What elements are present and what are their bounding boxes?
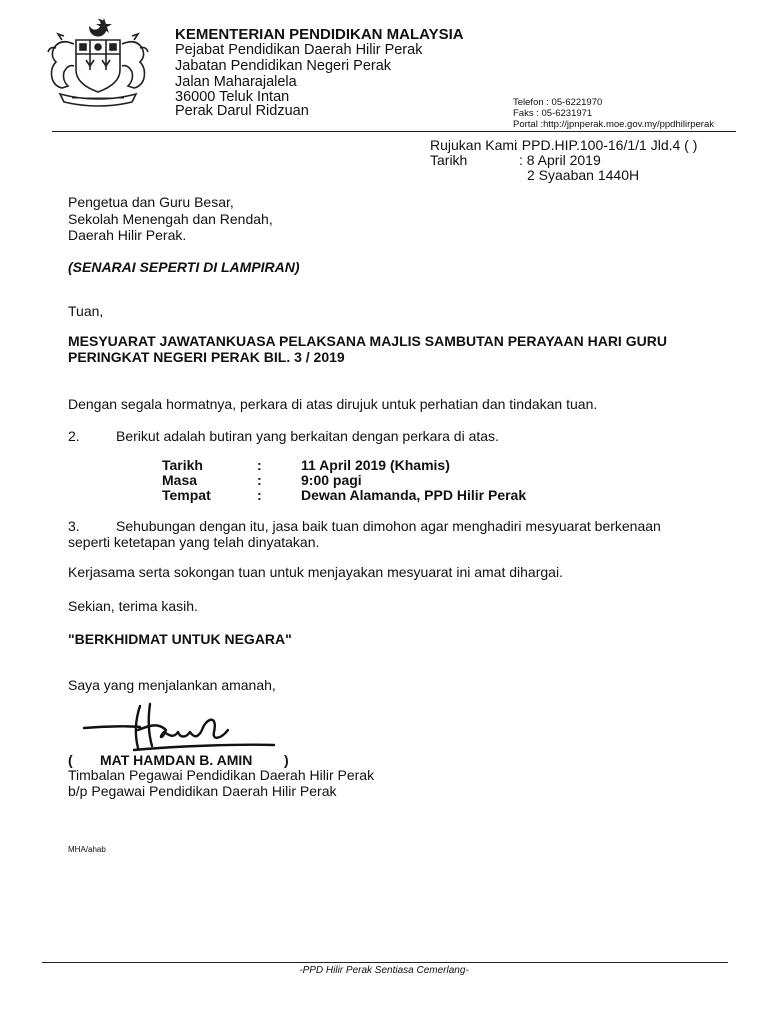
subject-line-1: MESYUARAT JAWATANKUASA PELAKSANA MAJLIS SAMBUTAN PERAYAAN HARI GURU [68,333,667,349]
detail-colon-tempat: : [257,487,262,503]
portal-url: Portal :http://jpnperak.moe.gov.my/ppdhilirperak [513,119,715,130]
header-divider [52,131,736,132]
tarikh-label: Tarikh [430,152,468,168]
paragraph-2: Berikut adalah butiran yang berkaitan dengan perkara di atas. [116,428,499,444]
paragraph-2-number: 2. [68,428,80,444]
paragraph-3-number: 3. [68,518,80,534]
address-line-5: Perak Darul Ridzuan [175,103,309,119]
detail-label-tempat: Tempat [162,487,211,503]
detail-colon-masa: : [257,472,262,488]
motto: "BERKHIDMAT UNTUK NEGARA" [68,631,292,647]
recipient-line-2: Sekolah Menengah dan Rendah, [68,211,273,227]
address-line-2: Jabatan Pendidikan Negeri Perak [175,58,392,74]
tarikh-value: : 8 April 2019 [519,152,601,168]
detail-label-masa: Masa [162,472,198,488]
signatory-name: MAT HAMDAN B. AMIN [100,752,253,768]
paragraph-3-line-2: seperti ketetapan yang telah dinyatakan. [68,534,320,550]
address-line-1: Pejabat Pendidikan Daerah Hilir Perak [175,42,423,58]
closing: Sekian, terima kasih. [68,598,198,614]
paragraph-4: Kerjasama serta sokongan tuan untuk menjayakan mesyuarat ini amat dihargai. [68,564,563,580]
recipient-line-3: Daerah Hilir Perak. [68,227,187,243]
detail-label-tarikh: Tarikh [162,457,203,473]
address-line-3: Jalan Maharajalela [175,74,297,90]
detail-value-masa: 9:00 pagi [301,472,362,488]
footer-divider [42,962,728,963]
telefon-number: Telefon : 05-6221970 [513,97,603,108]
coat-of-arms-logo [42,14,154,110]
handwritten-signature [78,700,278,756]
name-open-paren: ( [68,752,73,768]
faks-number: Faks : 05-6231971 [513,108,593,119]
name-close-paren: ) [284,752,289,768]
detail-colon-tarikh: : [257,457,262,473]
recipient-list-note: (SENARAI SEPERTI DI LAMPIRAN) [68,259,300,275]
detail-value-tempat: Dewan Alamanda, PPD Hilir Perak [301,487,527,503]
rujukan-value: : PPD.HIP.100-16/1/1 Jld.4 ( ) [514,137,698,153]
reference-initials: MHA/ahab [68,845,106,854]
recipient-line-1: Pengetua dan Guru Besar, [68,194,234,210]
signatory-title-2: b/p Pegawai Pendidikan Daerah Hilir Perak [68,783,337,799]
footer-tagline: -PPD Hilir Perak Sentiasa Cemerlang- [299,965,469,976]
address-line-4: 36000 Teluk Intan [175,89,290,105]
paragraph-1: Dengan segala hormatnya, perkara di atas dirujuk untuk perhatian dan tindakan tuan. [68,396,598,412]
org-name: KEMENTERIAN PENDIDIKAN MALAYSIA [175,26,464,43]
salutation: Tuan, [68,303,104,319]
subject-line-2: PERINGKAT NEGERI PERAK BIL. 3 / 2019 [68,349,345,365]
signatory-title-1: Timbalan Pegawai Pendidikan Daerah Hilir Perak [68,767,375,783]
sign-off: Saya yang menjalankan amanah, [68,677,276,693]
detail-value-tarikh: 11 April 2019 (Khamis) [301,457,450,473]
hijri-date: 2 Syaaban 1440H [527,167,640,183]
rujukan-label: Rujukan Kami [430,137,518,153]
paragraph-3-line-1: Sehubungan dengan itu, jasa baik tuan dimohon agar menghadiri mesyuarat berkenaan [116,518,661,534]
